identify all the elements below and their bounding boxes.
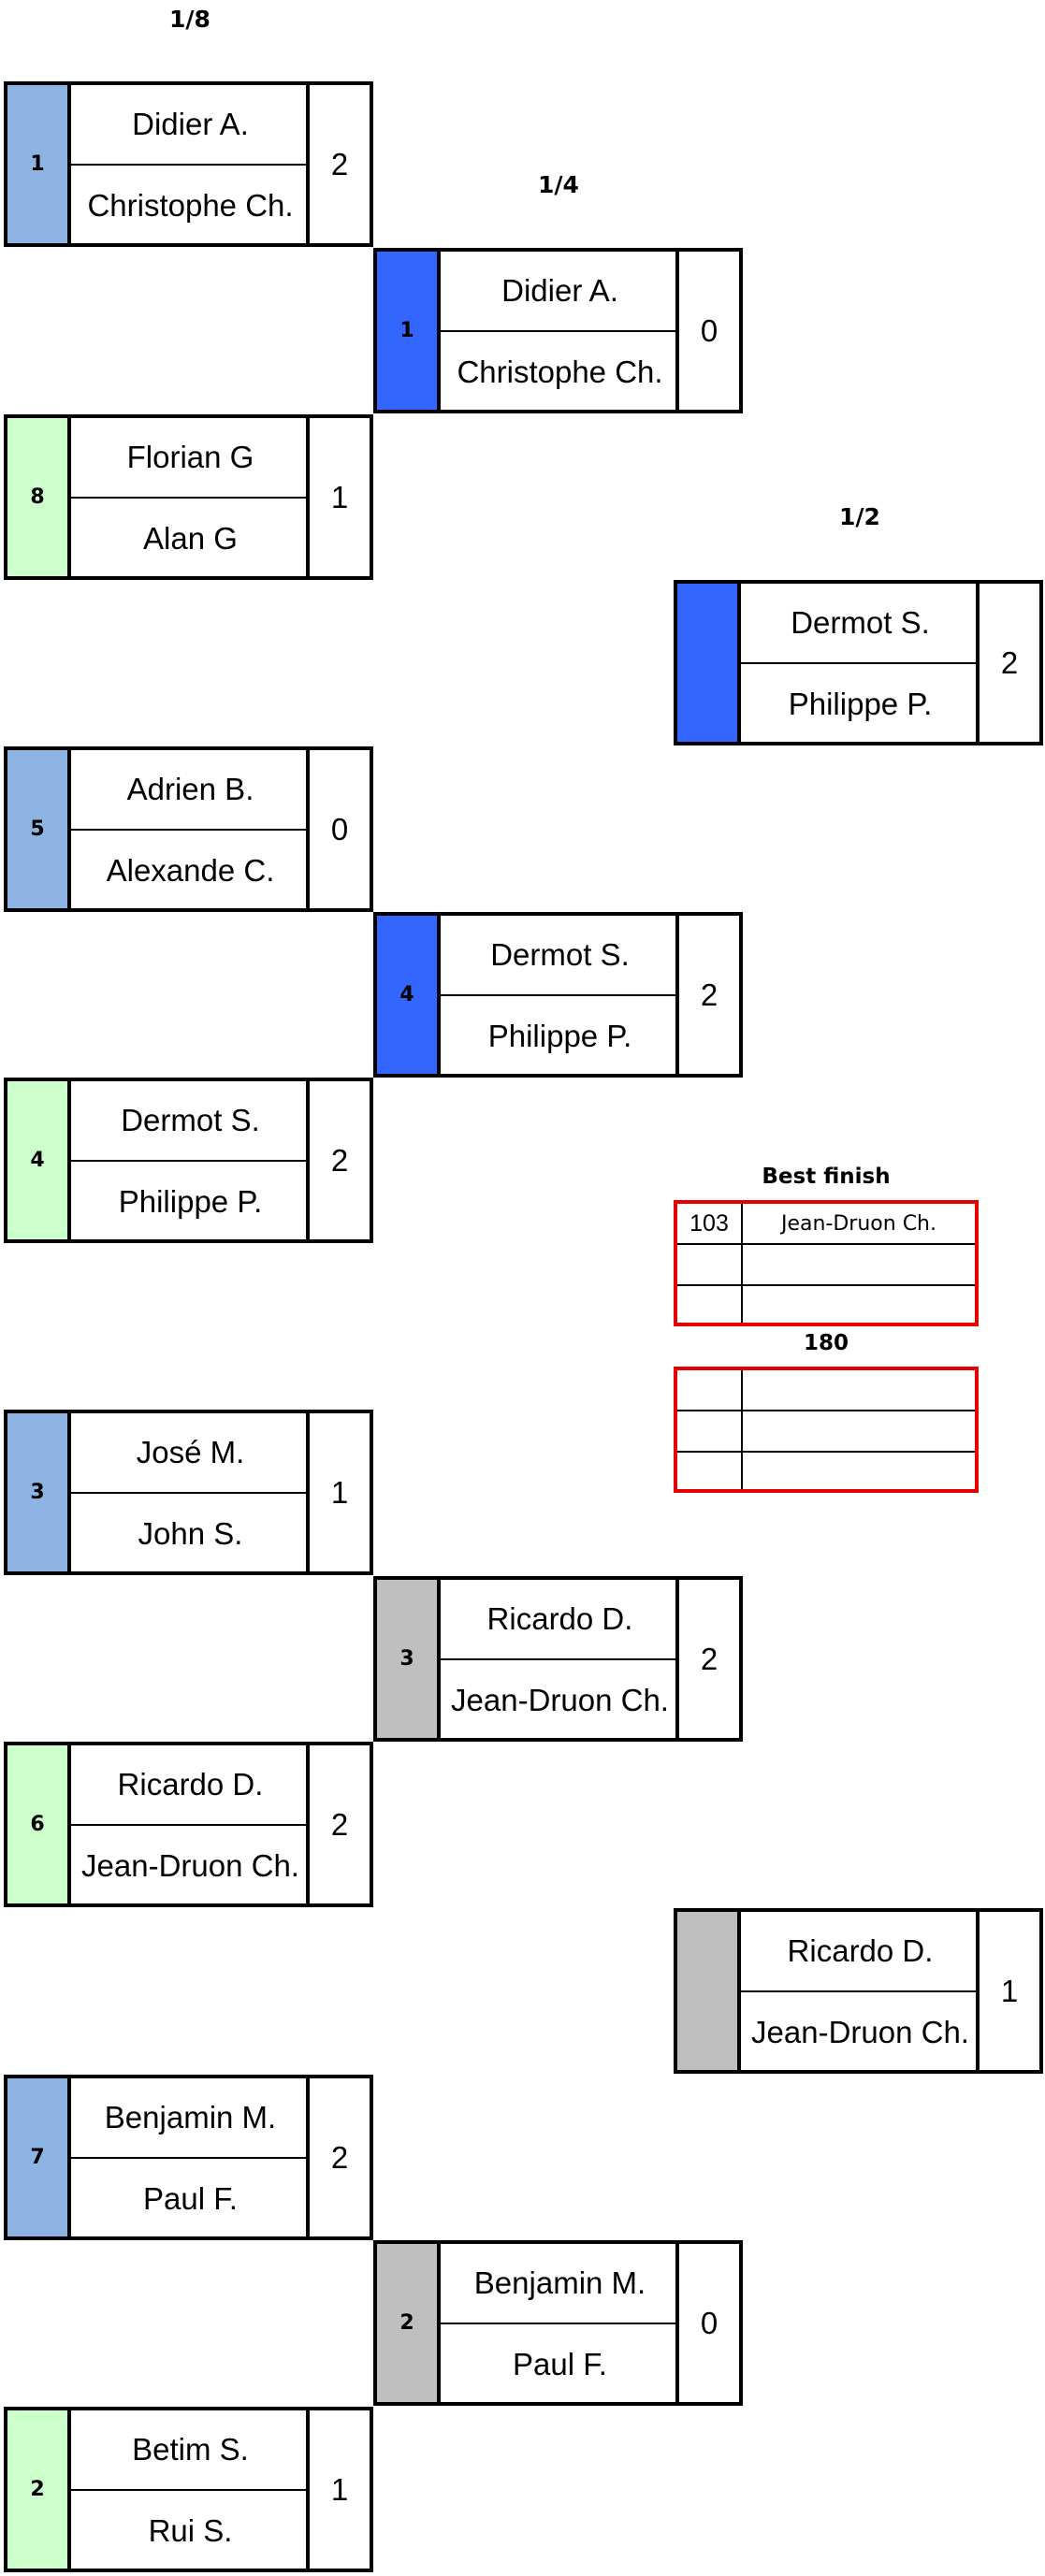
seed-box: 3 [4, 1410, 71, 1575]
cell-value [677, 1286, 743, 1323]
seed-box: 4 [373, 912, 441, 1078]
match-r16-8 [4, 2407, 373, 2572]
divider [741, 1990, 980, 1992]
player-name: Didier A. [132, 107, 249, 141]
table-row [677, 1245, 975, 1286]
player-pair [71, 414, 310, 580]
divider [441, 1658, 679, 1660]
player-name: Dermot S. [121, 1103, 260, 1137]
score-box: 2 [306, 2075, 373, 2240]
player-name: Jean-Druon Ch. [451, 1683, 669, 1717]
divider [441, 2323, 679, 2324]
max180-title: 180 [803, 1331, 849, 1355]
player-pair [441, 1576, 679, 1742]
match-r16-3 [4, 746, 373, 912]
match-r16-1 [4, 81, 373, 247]
player-name: Alexande C. [106, 853, 275, 888]
score-box: 1 [306, 2407, 373, 2572]
best-finish-title: Best finish [762, 1165, 891, 1189]
cell-value [677, 1370, 743, 1410]
score-box: 1 [306, 414, 373, 580]
table-row [677, 1411, 975, 1453]
player-name: Philippe P. [118, 1184, 263, 1219]
cell-player [743, 1370, 975, 1410]
best-finish-table [674, 1200, 979, 1326]
round-header-1-8: 1/8 [169, 6, 210, 33]
player-name: Dermot S. [490, 937, 630, 972]
match-qf-3 [373, 1576, 743, 1742]
cell-player [743, 1245, 975, 1284]
seed-box: 2 [4, 2407, 71, 2572]
seed-box: 5 [4, 746, 71, 912]
seed-box: 8 [4, 414, 71, 580]
player-name: Philippe P. [788, 687, 933, 721]
cell-player [743, 1411, 975, 1451]
match-r16-4 [4, 1078, 373, 1243]
match-r16-2 [4, 414, 373, 580]
score-box: 0 [306, 746, 373, 912]
player-name: Philippe P. [487, 1019, 632, 1053]
divider [71, 1824, 310, 1826]
match-r16-6 [4, 1742, 373, 1907]
seed-box: 1 [373, 248, 441, 413]
divider [71, 1160, 310, 1162]
player-name: Benjamin M. [104, 2100, 277, 2135]
seed-box: 4 [4, 1078, 71, 1243]
player-name: Jean-Druon Ch. [81, 1848, 299, 1883]
cell-value [677, 1411, 743, 1451]
player-name: Benjamin M. [473, 2265, 646, 2300]
player-pair [441, 248, 679, 413]
player-name: Paul F. [143, 2181, 238, 2216]
table-row [677, 1370, 975, 1411]
player-pair [441, 2240, 679, 2406]
divider [71, 829, 310, 831]
player-pair [71, 1742, 310, 1907]
cell-value: 103 [677, 1204, 743, 1243]
seed-box: 1 [4, 81, 71, 247]
player-pair [741, 580, 980, 745]
player-pair [71, 2075, 310, 2240]
score-box: 0 [675, 2240, 743, 2406]
score-box: 2 [306, 1078, 373, 1243]
player-name: Ricardo D. [787, 1933, 934, 1968]
player-name: Ricardo D. [117, 1767, 264, 1802]
table-row [677, 1453, 975, 1489]
match-qf-4 [373, 2240, 743, 2406]
player-name: Florian G [126, 440, 254, 474]
player-pair [441, 912, 679, 1078]
player-name: Rui S. [148, 2513, 233, 2548]
player-name: John S. [138, 1516, 243, 1551]
divider [71, 164, 310, 166]
table-row [677, 1204, 975, 1245]
score-box: 2 [306, 81, 373, 247]
player-name: Alan G [143, 521, 238, 556]
match-sf-2 [674, 1908, 1043, 2074]
match-r16-7 [4, 2075, 373, 2240]
player-pair [71, 2407, 310, 2572]
match-qf-1 [373, 248, 743, 413]
round-header-1-4: 1/4 [538, 171, 579, 198]
score-box: 1 [306, 1410, 373, 1575]
seed-box: 2 [373, 2240, 441, 2406]
cell-player [743, 1286, 975, 1323]
divider [71, 2157, 310, 2159]
round-header-1-2: 1/2 [839, 503, 880, 530]
player-name: Dermot S. [791, 605, 930, 640]
player-name: Ricardo D. [486, 1601, 633, 1636]
cell-player [743, 1453, 975, 1489]
player-pair [71, 81, 310, 247]
cell-value [677, 1245, 743, 1284]
player-pair [71, 1410, 310, 1575]
match-r16-5 [4, 1410, 373, 1575]
player-name: Christophe Ch. [457, 355, 663, 389]
seed-box [674, 1908, 741, 2074]
seed-box: 7 [4, 2075, 71, 2240]
player-name: Betim S. [132, 2432, 249, 2467]
player-pair [71, 1078, 310, 1243]
cell-player: Jean-Druon Ch. [780, 1211, 936, 1236]
table-row [677, 1286, 975, 1323]
score-box: 2 [306, 1742, 373, 1907]
max180-table [674, 1367, 979, 1493]
match-qf-2 [373, 912, 743, 1078]
player-name: Adrien B. [126, 772, 254, 806]
player-name: Jean-Druon Ch. [751, 2015, 969, 2049]
score-box: 2 [675, 1576, 743, 1742]
divider [71, 2489, 310, 2491]
score-box: 0 [675, 248, 743, 413]
cell-value [677, 1453, 743, 1489]
player-name: Christophe Ch. [87, 188, 294, 223]
player-name: Paul F. [513, 2347, 607, 2381]
player-pair [71, 746, 310, 912]
divider [71, 497, 310, 499]
divider [441, 994, 679, 996]
seed-box [674, 580, 741, 745]
divider [741, 662, 980, 664]
player-name: Didier A. [501, 273, 618, 308]
score-box: 2 [675, 912, 743, 1078]
score-box: 1 [976, 1908, 1043, 2074]
match-sf-1 [674, 580, 1043, 745]
player-name: José M. [136, 1435, 245, 1469]
score-box: 2 [976, 580, 1043, 745]
player-pair [741, 1908, 980, 2074]
divider [71, 1492, 310, 1494]
seed-box: 6 [4, 1742, 71, 1907]
divider [441, 330, 679, 332]
seed-box: 3 [373, 1576, 441, 1742]
